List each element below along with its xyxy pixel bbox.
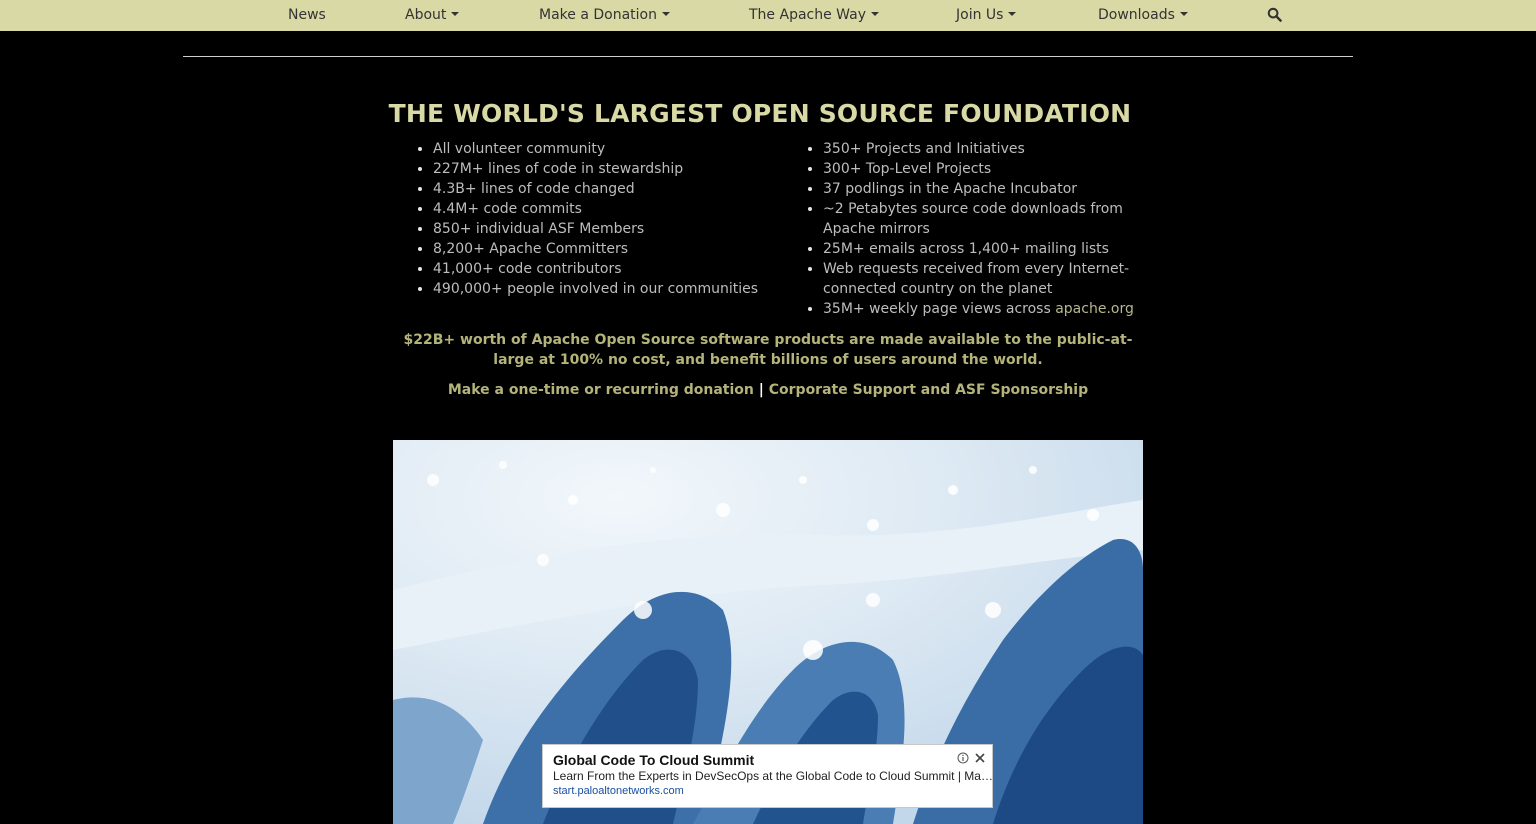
stat-item: • 4.3B+ lines of code changed	[433, 179, 793, 199]
close-icon[interactable]	[974, 752, 986, 764]
caret-down-icon	[451, 12, 459, 16]
ad-url[interactable]: start.paloaltonetworks.com	[553, 785, 684, 797]
nav-downloads[interactable]	[1098, 6, 1188, 24]
caret-down-icon	[1180, 12, 1188, 16]
search-icon[interactable]	[1267, 7, 1282, 22]
top-navbar	[0, 0, 1536, 31]
nav-donation-label: Make a Donation	[539, 7, 657, 23]
nav-about[interactable]	[405, 6, 459, 24]
ad-banner[interactable]	[542, 744, 993, 808]
nav-news-label: News	[288, 7, 326, 23]
stat-item: • All volunteer community	[433, 139, 793, 159]
worth-statement: $22B+ worth of Apache Open Source software products are made available to the public-at-large at 100% no cost, and benefit billions of users around the world.	[403, 332, 1133, 368]
stat-item: • 37 podlings in the Apache Incubator	[823, 179, 1153, 199]
stat-item: • 850+ individual ASF Members	[433, 219, 793, 239]
stat-item: • 4.4M+ code commits	[433, 199, 793, 219]
nav-downloads-label: Downloads	[1098, 7, 1175, 23]
stat-item: • Web requests received from every Internet-connected country on the planet	[823, 259, 1153, 299]
page-headline: THE WORLD'S LARGEST OPEN SOURCE FOUNDATION	[388, 99, 1132, 128]
ad-description[interactable]: Learn From the Experts in DevSecOps at the Global Code to Cloud Summit | Ma…	[553, 769, 993, 783]
stat-item: • 300+ Top-Level Projects	[823, 159, 1153, 179]
sponsorship-link[interactable]: Corporate Support and ASF Sponsorship	[768, 382, 1089, 398]
ad-title[interactable]: Global Code To Cloud Summit	[553, 752, 755, 768]
stat-item: • 350+ Projects and Initiatives	[823, 139, 1153, 159]
nav-apache-way-label: The Apache Way	[749, 7, 866, 23]
caret-down-icon	[1008, 12, 1016, 16]
nav-make-a-donation[interactable]	[539, 6, 670, 24]
stat-item: • 227M+ lines of code in stewardship	[433, 159, 793, 179]
link-separator: |	[758, 382, 764, 398]
divider	[183, 56, 1353, 57]
nav-news[interactable]	[288, 6, 326, 24]
stat-item: • 490,000+ people involved in our communities	[433, 279, 793, 299]
stats-list-right	[801, 139, 1153, 319]
apache-org-link[interactable]: apache.org	[1055, 301, 1134, 317]
donate-link[interactable]: Make a one-time or recurring donation	[447, 382, 754, 398]
pageviews-text: 35M+ weekly page views across	[823, 301, 1056, 317]
stat-item: • 41,000+ code contributors	[433, 259, 793, 279]
stats-list-left	[411, 139, 793, 299]
nav-the-apache-way[interactable]	[749, 6, 879, 24]
nav-join-us-label: Join Us	[956, 7, 1004, 23]
stat-item: • 8,200+ Apache Committers	[433, 239, 793, 259]
nav-join-us[interactable]	[956, 6, 1016, 24]
donation-links	[393, 380, 1143, 400]
caret-down-icon	[871, 12, 879, 16]
caret-down-icon	[662, 12, 670, 16]
info-icon[interactable]	[957, 752, 969, 764]
stat-item: • 25M+ emails across 1,400+ mailing lists	[823, 239, 1153, 259]
nav-about-label: About	[405, 7, 447, 23]
stat-item: • ~2 Petabytes source code downloads from Apache mirrors	[823, 199, 1153, 239]
stat-item-pageviews	[823, 299, 1153, 319]
